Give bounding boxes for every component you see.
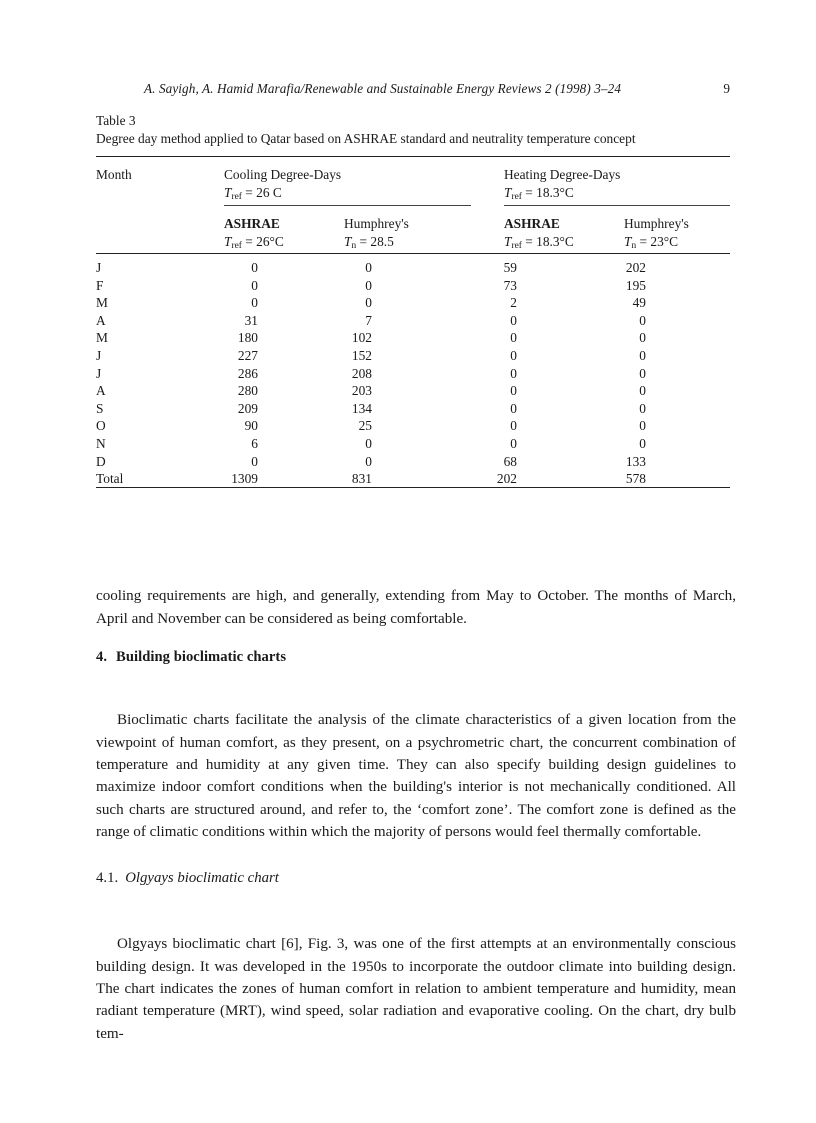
cell-cool-humphrey: 0 [365,453,372,469]
cell-cool-humphrey: 0 [365,435,372,451]
cell-cool-humphrey: 152 [351,347,372,363]
cell-cool-humphrey: 134 [351,400,372,416]
paragraph-cooling-requirements: cooling requirements are high, and generally, extending from May to October. The months of March, April and November can be considered as being comfortable. [96,588,736,627]
cell-cool-humphrey: 0 [365,260,372,275]
cell-cool-humphrey: 102 [351,330,372,346]
table-row [96,454,730,472]
cell-heat-humphrey: 0 [639,383,646,399]
section-heading-4 [96,649,286,666]
cell-month: J [96,365,102,381]
cell-heat-ashrae: 0 [510,365,517,381]
cell-heat-humphrey: 202 [625,260,646,275]
table-row [96,401,730,419]
cell-heat-ashrae: 0 [510,347,517,363]
table-row [96,313,730,331]
cell-heat-humphrey: 0 [639,330,646,346]
running-head-text: A. Sayigh, A. Hamid Marafia/Renewable and Sustainable Energy Reviews 2 (1998) 3–24 [144,81,622,96]
cell-heat-ashrae: 0 [510,312,517,328]
section-number: 4. [96,649,108,665]
cell-cool-ashrae: 180 [237,330,258,346]
table-rule-header [96,253,730,254]
cell-heat-ashrae: 0 [510,400,517,416]
table-row [96,278,730,296]
column-group-header-cooling: Cooling Degree-Days Tref = 26 C [224,167,342,203]
section-title: Building bioclimatic charts [116,649,287,665]
table-rule-sub-cooling [224,205,471,206]
cell-heat-ashrae: 73 [503,277,517,293]
cell-heat-ashrae: 2 [510,295,517,311]
cell-cool-humphrey: 203 [351,383,372,399]
cell-heat-humphrey: 0 [639,435,646,451]
cell-cool-humphrey: 0 [365,277,372,293]
cell-heat-ashrae: 0 [510,330,517,346]
cell-cool-humphrey: 831 [351,471,372,487]
cell-cool-ashrae: 0 [251,277,258,293]
cell-cool-humphrey: 7 [365,312,372,328]
table-row [96,260,730,278]
cell-heat-ashrae: 0 [510,418,517,434]
cell-heat-ashrae: 0 [510,383,517,399]
column-header-heating-ashrae: ASHRAE Tref = 18.3°C [504,216,574,252]
cell-cool-humphrey: 25 [358,418,372,434]
cell-heat-humphrey: 0 [639,400,646,416]
table-row [96,330,730,348]
table-body [96,260,730,489]
column-header-cooling-humphrey: Humphrey's Tn = 28.5 [344,216,409,252]
cell-cool-ashrae: 0 [251,453,258,469]
data-table [96,152,730,492]
cell-cool-ashrae: 0 [251,295,258,311]
subsection-heading-4-1 [96,870,279,887]
cell-heat-humphrey: 578 [625,471,646,487]
cell-heat-ashrae: 59 [503,260,517,275]
paragraph-bioclimatic-charts: Bioclimatic charts facilitate the analysis of the climate characteristics of a given location from the viewpoint of human comfort, as they present, on a psychrometric chart, the concurrent combination of temperature and humidity at any given time. They can also specify building design guidelines to maximize indoor comfort conditions when the building's interior is not mechanically conditioned. All such charts are structured around, and refer to, the ‘comfort zone’. The comfort zone is defined as the range of climatic conditions within which the majority of persons would feel thermally comfortable. [96,712,736,841]
table-row [96,436,730,454]
table-caption [96,112,736,148]
cell-cool-ashrae: 209 [237,400,258,416]
table-caption-text: Degree day method applied to Qatar based on ASHRAE standard and neutrality temperature concept [96,131,636,146]
cell-month: M [96,330,108,346]
table-row [96,295,730,313]
cell-heat-humphrey: 49 [632,295,646,311]
table-row [96,471,730,489]
cell-month: D [96,453,106,469]
cell-cool-ashrae: 31 [244,312,258,328]
cell-heat-ashrae: 68 [503,453,517,469]
paragraph-olgyays-chart: Olgyays bioclimatic chart [6], Fig. 3, was one of the first attempts at an environmentally conscious building design. It was developed in the 1950s to incorporate the outdoor climate into building design. The chart indicates the zones of human comfort in relation to ambient temperature and humidity, mean radiant temperature (MRT), wind speed, solar radiation and evaporative cooling. On the chart, dry bulb tem- [96,936,736,1042]
cell-cool-humphrey: 208 [351,365,372,381]
cell-cool-ashrae: 90 [244,418,258,434]
cell-month: N [96,435,106,451]
subsection-title: Olgyays bioclimatic chart [125,870,279,886]
table-rule-top [96,156,730,157]
running-head [96,80,730,98]
page-number: 9 [723,81,730,96]
table-rule-sub-heating [504,205,730,206]
cell-cool-ashrae: 227 [237,347,258,363]
cell-month: O [96,418,106,434]
subsection-number: 4.1. [96,870,119,886]
column-header-month: Month [96,167,132,182]
cell-heat-humphrey: 195 [625,277,646,293]
cell-month: J [96,260,102,275]
table-row [96,366,730,384]
cell-month: J [96,347,102,363]
table-row [96,383,730,401]
cell-cool-ashrae: 286 [237,365,258,381]
column-group-header-heating: Heating Degree-Days Tref = 18.3°C [504,167,621,203]
column-header-heating-humphrey: Humphrey's Tn = 23°C [624,216,689,252]
column-header-cooling-ashrae: ASHRAE Tref = 26°C [224,216,284,252]
table-label: Table 3 [96,113,136,128]
cell-cool-ashrae: 0 [251,260,258,275]
cell-month: A [96,383,106,399]
cell-month: Total [96,471,124,487]
cell-heat-ashrae: 0 [510,435,517,451]
cell-heat-ashrae: 202 [496,471,517,487]
cell-heat-humphrey: 0 [639,312,646,328]
cell-month: F [96,277,104,293]
cell-cool-ashrae: 6 [251,435,258,451]
cell-heat-humphrey: 0 [639,418,646,434]
cell-cool-ashrae: 1309 [231,471,258,487]
table-row [96,348,730,366]
table-row [96,418,730,436]
cell-month: S [96,400,104,416]
cell-heat-humphrey: 0 [639,365,646,381]
cell-month: M [96,295,108,311]
cell-cool-humphrey: 0 [365,295,372,311]
cell-heat-humphrey: 133 [625,453,646,469]
cell-heat-humphrey: 0 [639,347,646,363]
cell-cool-ashrae: 280 [237,383,258,399]
cell-month: A [96,312,106,328]
